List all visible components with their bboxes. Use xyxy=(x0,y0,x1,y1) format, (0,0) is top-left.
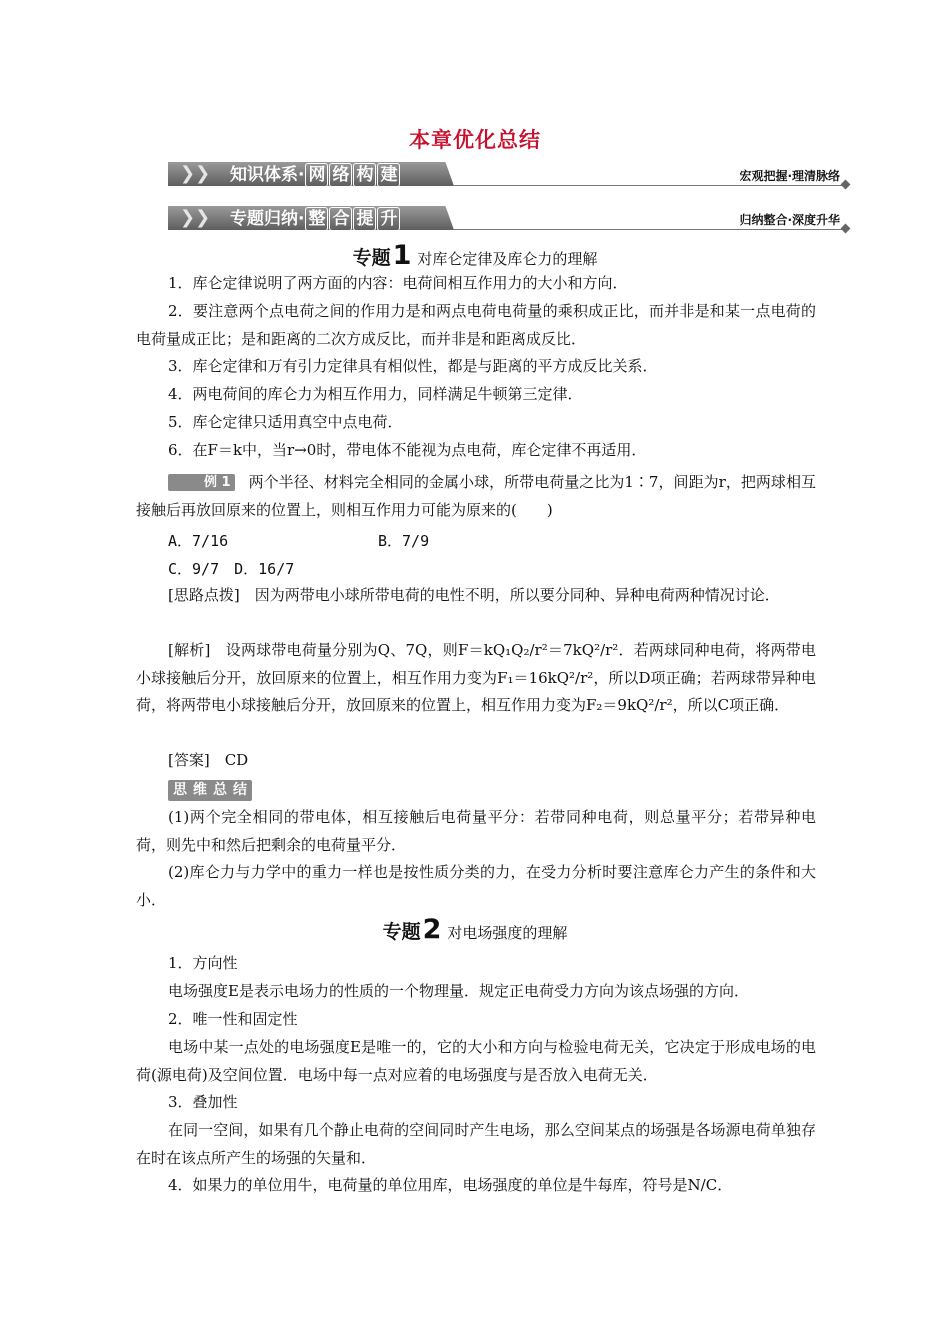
topic-2-heading-1: 1．方向性 xyxy=(168,954,238,972)
topic-1-point-1: 1．库仑定律说明了两方面的内容：电荷间相互作用力的大小和方向． xyxy=(168,274,628,292)
example-hint: [思路点拨] 因为两带电小球所带电荷的电性不明，所以要分同种、异种电荷两种情况讨论． xyxy=(168,586,780,604)
chapter-title: 本章优化总结 xyxy=(409,128,541,152)
option-a: A．7/16 xyxy=(168,532,229,550)
topic-2-heading-2: 2．唯一性和固定性 xyxy=(168,1010,298,1028)
option-c-d: C．9/7 D．16/7 xyxy=(168,560,295,578)
topic-2-body-1: 电场强度E是表示电场力的性质的一个物理量．规定正电荷受力方向为该点场强的方向． xyxy=(168,982,749,1000)
example-stem: 两个半径、材料完全相同的金属小球，所带电荷量之比为1∶7，间距为r，把两球相互接触后再放回原来的位置上，则相互作用力可能为原来的( ) xyxy=(136,473,816,519)
topic-1-point-6: 6．在F＝k中，当r→0时，带电体不能视为点电荷，库仑定律不再适用． xyxy=(168,441,647,459)
topic-2-body-2: 电场中某一点处的电场强度E是唯一的，它的大小和方向与检验电荷无关，它决定于形成电场的电荷(源电荷)及空间位置．电场中每一点对应着的电场强度与是否放入电荷无关． xyxy=(136,1038,816,1084)
diamond-icon xyxy=(841,224,851,234)
banner-rule xyxy=(454,185,842,186)
topic-2-heading-3: 3．叠加性 xyxy=(168,1093,238,1111)
banner-topic-summary xyxy=(168,206,850,232)
diamond-icon xyxy=(841,180,851,190)
topic-2-heading: 专题2 对电场强度的理解 xyxy=(382,914,568,945)
summary-tag: 思维总结 xyxy=(168,780,252,801)
banner-rule xyxy=(454,229,842,230)
option-b: B．7/9 xyxy=(378,532,430,550)
summary-point-2: (2)库仑力与力学中的重力一样也是按性质分类的力，在受力分析时要注意库仑力产生的条件和大小． xyxy=(136,863,816,909)
banner-label: 专题归纳· 整 合 提 升 xyxy=(230,207,400,231)
topic-2-body-3: 在同一空间，如果有几个静止电荷的空间同时产生电场，那么空间某点的场强是各场源电荷单独存在时在该点所产生的场强的矢量和． xyxy=(136,1121,816,1167)
banner-knowledge-network xyxy=(168,162,850,188)
banner-label: 知识体系· 网 络 构 建 xyxy=(230,163,400,187)
topic-1-point-3: 3．库仑定律和万有引力定律具有相似性，都是与距离的平方成反比关系． xyxy=(168,357,658,375)
topic-1-point-2: 2．要注意两个点电荷之间的作用力是和两点电荷电荷量的乘积成正比，而并非是和某一点电荷的电荷量成正比；是和距离的二次方成反比，而并非是和距离成反比． xyxy=(136,302,816,348)
topic-2-point-4: 4．如果力的单位用牛，电荷量的单位用库，电场强度的单位是牛每库，符号是N/C． xyxy=(168,1176,733,1194)
example-answer: [答案] CD xyxy=(168,751,249,769)
chevron-icon: ❯❯ xyxy=(180,163,211,184)
banner-subtitle: 归纳整合·深度升华 xyxy=(739,213,840,227)
topic-1-point-5: 5．库仑定律只适用真空中点电荷． xyxy=(168,413,403,431)
summary-point-1: (1)两个完全相同的带电体，相互接触后电荷量平分：若带同种电荷，则总量平分；若带异种电荷，则先中和然后把剩余的电荷量平分． xyxy=(136,808,816,854)
example-analysis: [解析] 设两球带电荷量分别为Q、7Q，则F＝kQ₁Q₂/r²＝7kQ²/r²．若两球同种电荷，将两带电小球接触后分开，放回原来的位置上，相互作用力变为F₁＝16kQ²/r²，所以D项正确；若两球带异种电荷，将两带电小球接触后分开，放回原来的位置上，相互作用力变为F₂＝9kQ²/r²，所以C项正确． xyxy=(136,641,816,714)
topic-1-heading: 专题1 对库仑定律及库仑力的理解 xyxy=(352,240,598,271)
chevron-icon: ❯❯ xyxy=(180,207,211,228)
example-1 xyxy=(136,469,816,524)
example-tag: 例 1 xyxy=(168,474,235,491)
banner-subtitle: 宏观把握·理清脉络 xyxy=(739,169,840,183)
topic-1-point-4: 4．两电荷间的库仑力为相互作用力，同样满足牛顿第三定律． xyxy=(168,385,583,403)
